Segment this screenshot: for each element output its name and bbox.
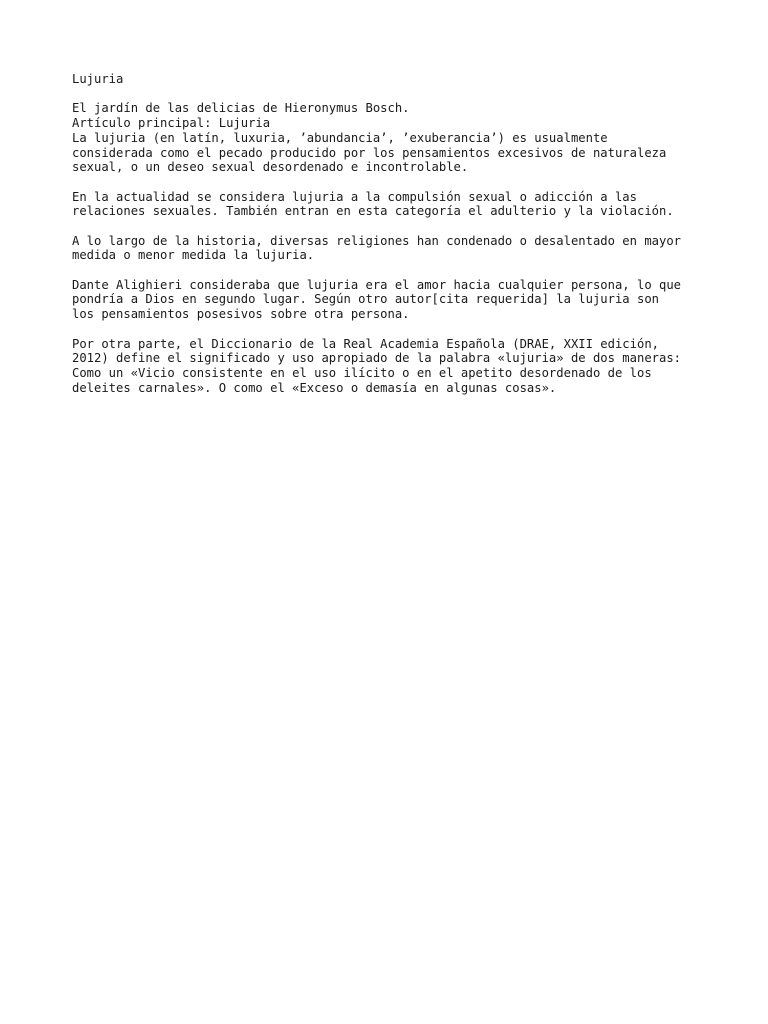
document-title-block [72,72,712,87]
paragraph-line: Por otra parte, el Diccionario de la Real Academia Española (DRAE, XXII edición, [72,336,659,351]
paragraph-line: considerada como el pecado producido por los pensamientos excesivos de naturaleza [72,145,667,160]
paragraph-line: Como un «Vicio consistente en el uso ilícito o en el apetito desordenado de los [72,365,652,380]
paragraph-line: deleites carnales». O como el «Exceso o demasía en algunas cosas». [72,380,557,395]
document-page [72,72,712,410]
paragraph-line: A lo largo de la historia, diversas religiones han condenado o desalentado en mayor [72,233,682,248]
paragraph-line: relaciones sexuales. También entran en esta categoría el adulterio y la violación. [72,204,674,219]
paragraph-2 [72,190,712,219]
paragraph-5 [72,337,712,396]
paragraph-line: pondría a Dios en segundo lugar. Según otro autor[cita requerida] la lujuria son [72,292,659,307]
paragraph-line: 2012) define el significado y uso apropiado de la palabra «lujuria» de dos maneras: [72,351,682,366]
paragraph-line: Artículo principal: Lujuria [72,116,271,131]
paragraph-line: La lujuria (en latín, luxuria, ’abundancia’, ’exuberancia’) es usualmente [72,130,608,145]
paragraph-line: sexual, o un deseo sexual desordenado e incontrolable. [72,160,469,175]
paragraph-4 [72,278,712,322]
paragraph-line: El jardín de las delicias de Hieronymus Bosch. [72,101,410,116]
paragraph-line: En la actualidad se considera lujuria a la compulsión sexual o adicción a las [72,189,637,204]
paragraph-line: Dante Alighieri consideraba que lujuria era el amor hacia cualquier persona, lo que [72,277,682,292]
paragraph-line: los pensamientos posesivos sobre otra persona. [72,307,410,322]
document-title: Lujuria [72,72,124,86]
paragraph-line: medida o menor medida la lujuria. [72,248,315,263]
paragraph-1 [72,101,712,175]
paragraph-3 [72,234,712,263]
